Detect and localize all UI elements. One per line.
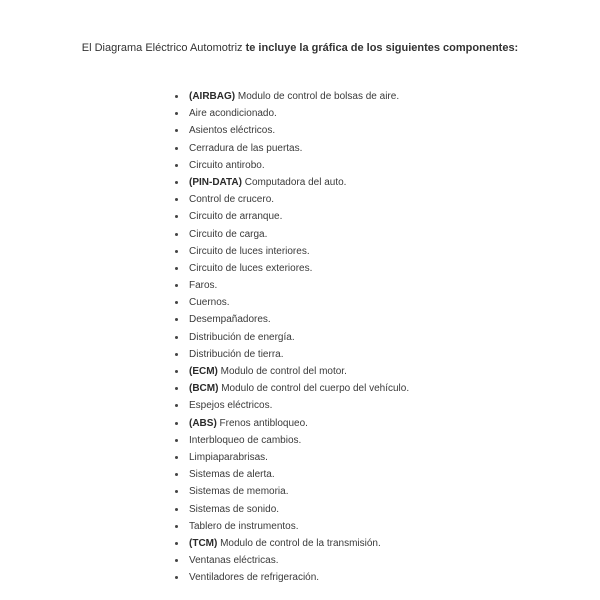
list-item-text: Ventiladores de refrigeración. [189,572,320,584]
bullet-icon [175,404,178,407]
list-item [172,140,409,157]
bullet-icon [175,387,178,390]
bullet-icon [175,456,178,459]
bullet-icon [175,353,178,356]
list-item [172,501,409,518]
bullet-icon [175,215,178,218]
list-item-acronym: (TCM) [189,537,218,549]
list-item [172,380,409,397]
list-item-text: Sistemas de alerta. [189,469,275,481]
list-item-text: Control de crucero. [189,194,275,206]
bullet-icon [175,233,178,236]
list-item [172,105,409,122]
bullet-icon [175,542,178,545]
list-item-text: Computadora del auto. [241,176,347,188]
list-item [172,569,409,586]
list-item [172,449,409,466]
list-item-text: Aire acondicionado. [189,108,277,120]
intro-bold-text: te incluye la gráfica de los siguientes componentes: [245,42,519,54]
list-item-text: Modulo de control de bolsas de aire. [235,91,400,102]
list-item [172,518,409,535]
list-item-acronym: (AIRBAG) [189,91,236,102]
list-item [172,294,409,311]
bullet-icon [175,284,178,287]
list-item-text: Sistemas de sonido. [189,503,280,515]
intro-normal-text: El Diagrama Eléctrico Automotriz [81,42,246,54]
bullet-icon [175,181,178,184]
bullet-icon [175,129,178,132]
list-item-text: Asientos eléctricos. [189,125,276,137]
list-item [172,552,409,569]
list-item-text: Circuito antirobo. [189,159,265,171]
bullet-icon [175,439,178,442]
list-item-acronym: (BCM) [189,383,219,395]
list-item-text: Sistemas de memoria. [189,486,289,498]
bullet-icon [175,370,178,373]
list-item-text: Circuito de arranque. [189,211,283,223]
list-item-acronym: (ECM) [189,366,218,377]
list-item [172,157,409,174]
list-item [172,243,409,260]
bullet-icon [175,336,178,339]
list-item-text: Desempañadores. [189,314,271,326]
bullet-icon [175,267,178,270]
list-item-text: Frenos antibloqueo. [216,417,308,429]
list-item [172,174,409,191]
list-item [172,329,409,346]
list-item-acronym: (PIN-DATA) [189,176,242,188]
list-item-text: Distribución de energía. [189,331,295,343]
list-item-text: Modulo de control del motor. [217,366,347,377]
bullet-icon [175,525,178,528]
list-item-text: Circuito de carga. [189,228,268,240]
bullet-icon [175,147,178,150]
list-item [172,535,409,552]
list-item [172,88,409,105]
list-item-text: Circuito de luces exteriores. [189,262,313,274]
list-item [172,432,409,449]
list-item-text: Distribución de tierra. [189,348,284,360]
list-item [172,260,409,277]
intro-paragraph [0,40,600,56]
list-item-text: Cerradura de las puertas. [189,142,303,154]
bullet-icon [175,422,178,425]
list-item [172,483,409,500]
list-item [172,122,409,139]
list-item [172,277,409,294]
list-item-text: Cuernos. [189,297,230,309]
list-item [172,208,409,225]
list-item-text: Interbloqueo de cambios. [189,434,302,446]
list-item [172,226,409,243]
list-item [172,311,409,328]
list-item-text: Ventanas eléctricas. [189,555,279,567]
bullet-icon [175,490,178,493]
list-item [172,191,409,208]
bullet-icon [175,164,178,167]
bullet-icon [175,576,178,579]
list-item-acronym: (ABS) [189,417,217,429]
list-item-text: Modulo de control del cuerpo del vehículo. [218,383,410,395]
bullet-icon [175,198,178,201]
components-list [172,88,409,586]
list-item-text: Limpiaparabrisas. [189,451,268,463]
bullet-icon [175,508,178,511]
list-item [172,363,409,380]
bullet-icon [175,559,178,562]
list-item-text: Circuito de luces interiores. [189,245,310,257]
bullet-icon [175,473,178,476]
bullet-icon [175,301,178,304]
list-item-text: Modulo de control de la transmisión. [217,537,381,549]
list-item-text: Espejos eléctricos. [189,400,273,412]
list-item-text: Faros. [189,280,218,292]
list-item-text: Tablero de instrumentos. [189,520,299,532]
bullet-icon [175,318,178,321]
bullet-icon [175,250,178,253]
list-item [172,346,409,363]
bullet-icon [175,112,178,115]
list-item [172,466,409,483]
list-item [172,415,409,432]
bullet-icon [175,95,178,98]
list-item [172,397,409,414]
